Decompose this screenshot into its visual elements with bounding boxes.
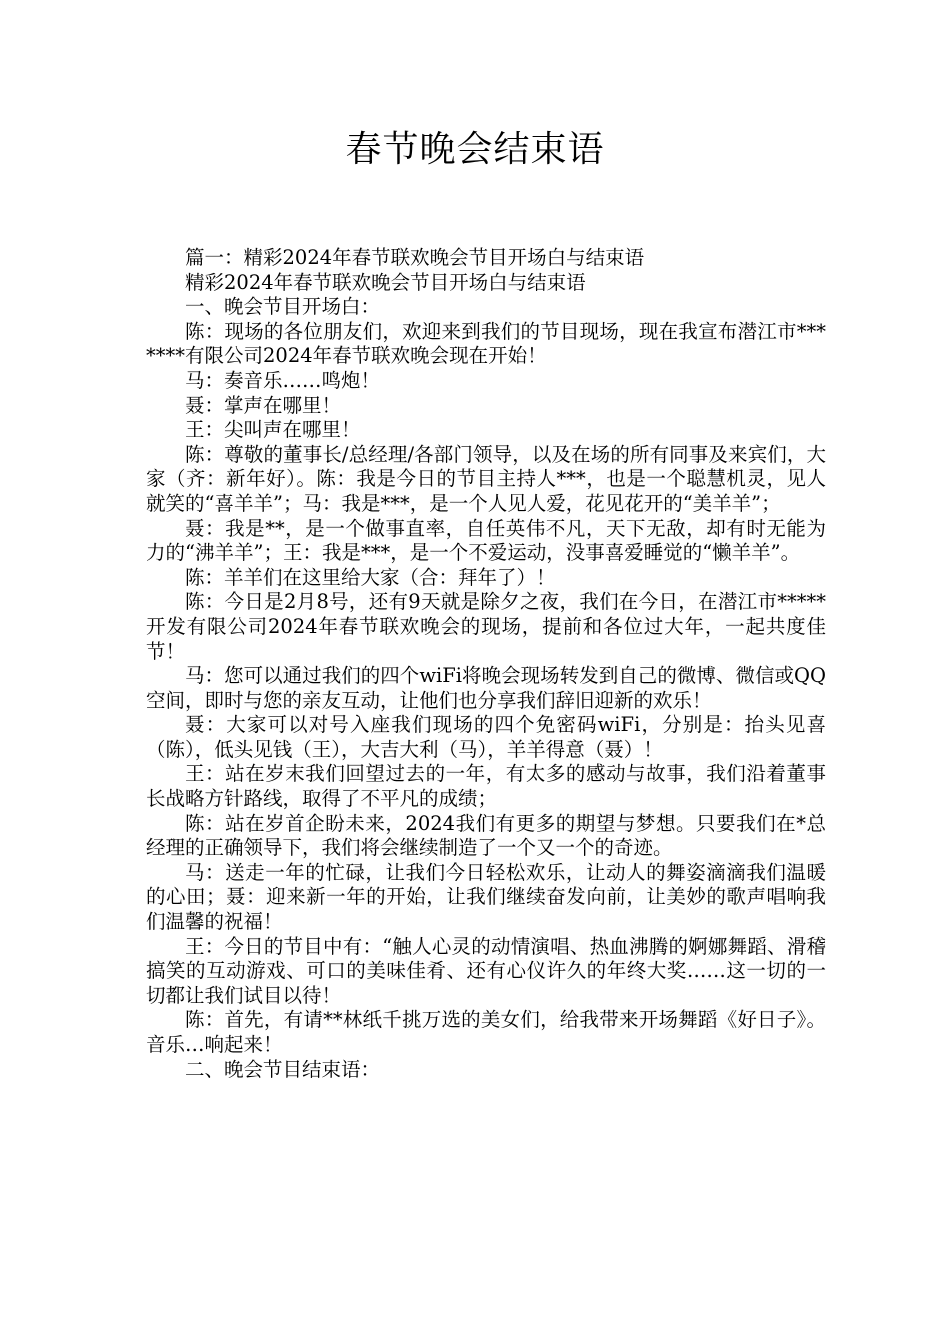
paragraph: 陈：今日是2月8号，还有9天就是除夕之夜，我们在今日，在潜江市*****开发有限公司2024年春节联欢晚会的现场，提前和各位过大年，一起共度佳节！ <box>146 590 826 663</box>
paragraph: 聂：掌声在哪里！ <box>185 393 342 417</box>
paragraph: 马：您可以通过我们的四个wiFi将晚会现场转发到自己的微博、微信或QQ空间，即时与您的亲友互动，让他们也分享我们辞旧迎新的欢乐！ <box>146 664 826 712</box>
paragraph-opening-heading: 一、晚会节目开场白： <box>185 295 381 319</box>
paragraph: 陈：站在岁首企盼未来，2024我们有更多的期望与梦想。只要我们在*总经理的正确领导下，我们将会继续制造了一个又一个的奇迹。 <box>146 811 826 860</box>
paragraph: 陈：现场的各位朋友们，欢迎来到我们的节目现场，现在我宣布潜江市*******有限公司2024年春节联欢晚会现在开始！ <box>146 319 826 368</box>
paragraph: 聂：我是**，是一个做事直率，自任英伟不凡，天下无敌，却有时无能为力的“沸羊羊”；王：我是***，是一个不爱运动，没事喜爱睡觉的“懒羊羊”。 <box>146 516 826 565</box>
paragraph: 陈：尊敬的董事长/总经理/各部门领导，以及在场的所有同事及来宾们，大家（齐：新年好）。陈：我是今日的节目主持人***，也是一个聪慧机灵，见人就笑的“喜羊羊”；马：我是***，是一个人见人爱，花见花开的“美羊羊”； <box>146 442 826 515</box>
paragraph: 王：站在岁末我们回望过去的一年，有太多的感动与故事，我们沿着董事长战略方针路线，取得了不平凡的成绩； <box>146 762 826 811</box>
document-title: 春节晚会结束语 <box>345 129 605 170</box>
paragraph: 王：今日的节目中有：“触人心灵的动情演唱、热血沸腾的婀娜舞蹈、滑稽搞笑的互动游戏、可口的美味佳肴、还有心仪许久的年终大奖……这一切的一切都让我们试目以待！ <box>146 934 826 1007</box>
paragraph: 马：奏音乐……鸣炮！ <box>185 368 381 392</box>
paragraph-section-heading: 篇一：精彩2024年春节联欢晚会节目开场白与结束语 <box>185 246 645 269</box>
document-body <box>146 246 826 1082</box>
paragraph: 陈：首先，有请**林纸千挑万选的美女们，给我带来开场舞蹈《好日子》。音乐…响起来！ <box>146 1008 826 1056</box>
paragraph: 王：尖叫声在哪里！ <box>185 418 361 442</box>
paragraph-closing-heading: 二、晚会节目结束语： <box>185 1057 381 1081</box>
paragraph: 陈：羊羊们在这里给大家（合：拜年了）！ <box>185 565 556 589</box>
paragraph: 聂：大家可以对号入座我们现场的四个免密码wiFi，分别是：抬头见喜（陈），低头见钱（王），大吉大利（马），羊羊得意（聂）！ <box>146 713 826 761</box>
paragraph: 马：送走一年的忙碌，让我们今日轻松欢乐，让动人的舞姿滴滴我们温暖的心田；聂：迎来新一年的开始，让我们继续奋发向前，让美妙的歌声唱响我们温馨的祝福！ <box>146 860 826 934</box>
paragraph-subtitle: 精彩2024年春节联欢晚会节目开场白与结束语 <box>185 270 586 294</box>
